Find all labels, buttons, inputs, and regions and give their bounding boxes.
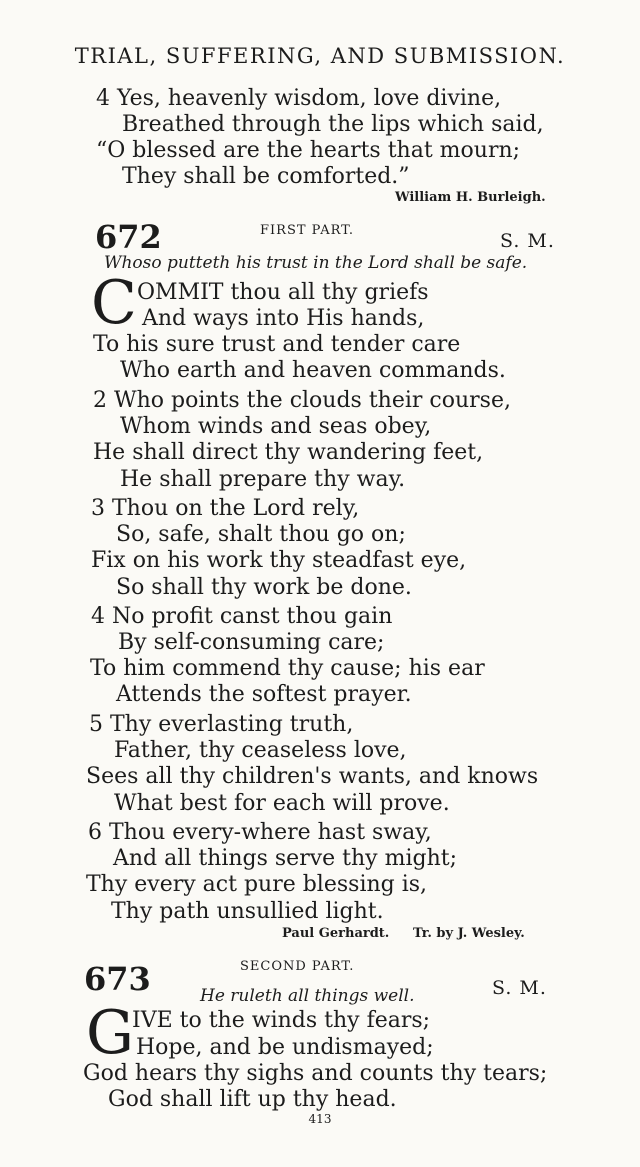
- verse-line: Fix on his work thy steadfast eye,: [91, 548, 467, 573]
- page-number: 413: [308, 1112, 332, 1126]
- verse-line: God hears thy sighs and counts thy tears;: [83, 1061, 548, 1086]
- verse-line: So shall thy work be done.: [116, 575, 412, 600]
- running-head: TRIAL, SUFFERING, AND SUBMISSION.: [74, 44, 566, 68]
- hymn-number: 673: [84, 960, 151, 998]
- verse-line: What best for each will prove.: [114, 791, 450, 816]
- meter-label: S. M.: [500, 230, 555, 252]
- meter-label: S. M.: [492, 977, 547, 999]
- verse-line: IVE to the winds thy fears;: [132, 1008, 431, 1033]
- verse-line: 5 Thy everlasting truth,: [89, 712, 354, 737]
- hymn-author: Paul Gerhardt.: [282, 926, 390, 941]
- verse-line: Hope, and be undismayed;: [136, 1035, 434, 1060]
- verse-line: He shall prepare thy way.: [120, 467, 406, 492]
- verse-line: 4 No profit canst thou gain: [91, 604, 393, 629]
- verse-line: To him commend thy cause; his ear: [90, 656, 485, 681]
- verse-line: Whom winds and seas obey,: [120, 414, 432, 439]
- verse-line: 6 Thou every-where hast sway,: [88, 820, 432, 845]
- verse-line: Thy every act pure blessing is,: [86, 872, 428, 897]
- verse-line: 3 Thou on the Lord rely,: [91, 496, 360, 521]
- hymn-motto: He ruleth all things well.: [200, 986, 415, 1006]
- drop-cap: G: [86, 998, 134, 1068]
- verse-line: God shall lift up thy head.: [108, 1087, 397, 1112]
- part-label: FIRST PART.: [260, 223, 355, 238]
- prev-hymn-line: “O blessed are the hearts that mourn;: [96, 138, 521, 163]
- hymn-translator: Tr. by J. Wesley.: [413, 926, 525, 941]
- verse-line: And all things serve thy might;: [113, 846, 457, 871]
- part-label: SECOND PART.: [240, 959, 355, 974]
- verse-line: Who earth and heaven commands.: [120, 358, 506, 383]
- verse-line: He shall direct thy wandering feet,: [93, 440, 484, 465]
- prev-hymn-line: They shall be comforted.”: [122, 164, 410, 189]
- hymn-motto: Whoso putteth his trust in the Lord shall be safe.: [104, 253, 528, 273]
- drop-cap: C: [91, 268, 137, 338]
- verse-line: Attends the softest prayer.: [116, 682, 412, 707]
- prev-hymn-line: 4 Yes, heavenly wisdom, love divine,: [96, 86, 502, 111]
- prev-hymn-author: William H. Burleigh.: [395, 190, 546, 205]
- verse-line: 2 Who points the clouds their course,: [93, 388, 511, 413]
- verse-line: By self-consuming care;: [118, 630, 385, 655]
- verse-line: To his sure trust and tender care: [93, 332, 461, 357]
- verse-line: Sees all thy children's wants, and knows: [86, 764, 539, 789]
- verse-line: Father, thy ceaseless love,: [114, 738, 407, 763]
- verse-line: And ways into His hands,: [142, 306, 425, 331]
- prev-hymn-line: Breathed through the lips which said,: [122, 112, 544, 137]
- verse-line: Thy path unsullied light.: [111, 899, 384, 924]
- hymn-number: 672: [95, 218, 162, 256]
- verse-line: OMMIT thou all thy griefs: [137, 280, 429, 305]
- verse-line: So, safe, shalt thou go on;: [116, 522, 406, 547]
